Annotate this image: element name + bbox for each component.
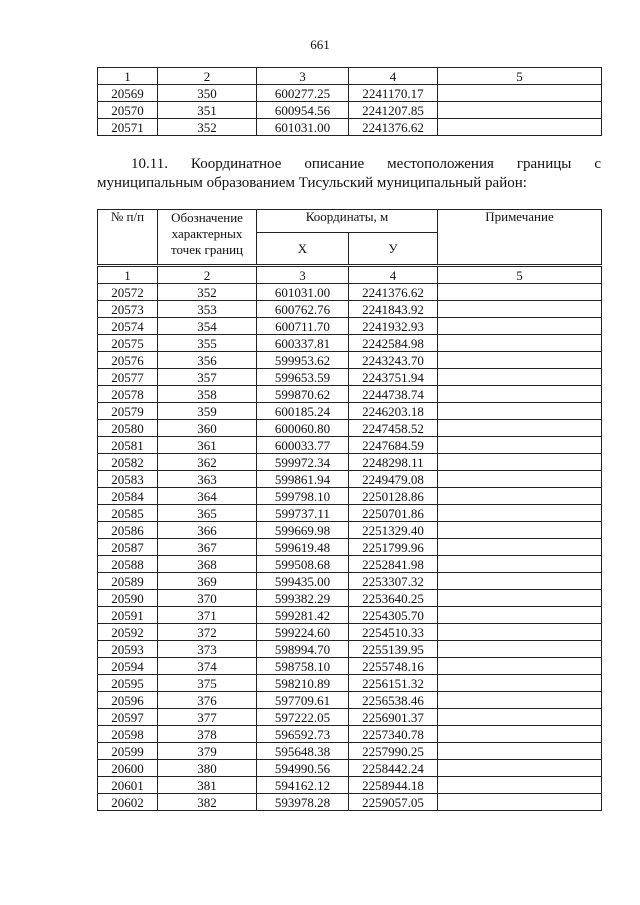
continuation-table	[97, 67, 602, 136]
boundary-point: 371	[158, 607, 257, 624]
note-cell	[438, 590, 602, 607]
coordinate-y: 2250701.86	[349, 505, 438, 522]
coordinate-x: 596592.73	[257, 726, 349, 743]
table-row	[98, 505, 602, 522]
column-number: 4	[349, 68, 438, 85]
coordinate-x: 599870.62	[257, 386, 349, 403]
coordinate-y: 2253307.32	[349, 573, 438, 590]
header-y: У	[349, 233, 438, 266]
table-row	[98, 590, 602, 607]
continuation-table-body	[98, 68, 602, 136]
header-designation: Обозначение характерных точек границ	[158, 210, 257, 266]
boundary-point: 356	[158, 352, 257, 369]
point-number: 20587	[98, 539, 158, 556]
coordinate-y: 2241843.92	[349, 301, 438, 318]
table-row	[98, 675, 602, 692]
coordinate-x: 600185.24	[257, 403, 349, 420]
boundary-point: 355	[158, 335, 257, 352]
point-number: 20598	[98, 726, 158, 743]
point-number: 20600	[98, 760, 158, 777]
note-cell	[438, 420, 602, 437]
header-x: Х	[257, 233, 349, 266]
table-row	[98, 726, 602, 743]
point-number: 20578	[98, 386, 158, 403]
note-cell	[438, 488, 602, 505]
boundary-point: 352	[158, 284, 257, 301]
coordinate-y: 2257340.78	[349, 726, 438, 743]
note-cell	[438, 607, 602, 624]
point-number: 20570	[98, 102, 158, 119]
table-row	[98, 522, 602, 539]
coordinate-x: 599798.10	[257, 488, 349, 505]
coordinate-y: 2241170.17	[349, 85, 438, 102]
note-cell	[438, 437, 602, 454]
note-cell	[438, 505, 602, 522]
coordinate-x: 599953.62	[257, 352, 349, 369]
point-number: 20573	[98, 301, 158, 318]
coordinate-y: 2250128.86	[349, 488, 438, 505]
table-row	[98, 794, 602, 811]
column-number: 4	[349, 266, 438, 284]
table-row	[98, 539, 602, 556]
coordinate-y: 2249479.08	[349, 471, 438, 488]
coordinate-x: 599281.42	[257, 607, 349, 624]
paragraph-line-1: 10.11. Координатное описание местоположения границы с	[131, 156, 601, 172]
coordinate-x: 599382.29	[257, 590, 349, 607]
table-row	[98, 624, 602, 641]
note-cell	[438, 386, 602, 403]
coordinate-x: 601031.00	[257, 119, 349, 136]
table-row	[98, 318, 602, 335]
coordinate-x: 599619.48	[257, 539, 349, 556]
boundary-point: 362	[158, 454, 257, 471]
coordinate-y: 2243751.94	[349, 369, 438, 386]
coordinate-x: 600060.80	[257, 420, 349, 437]
point-number: 20589	[98, 573, 158, 590]
boundary-point: 373	[158, 641, 257, 658]
note-cell	[438, 624, 602, 641]
boundary-point: 367	[158, 539, 257, 556]
note-cell	[438, 709, 602, 726]
table-row	[98, 471, 602, 488]
coordinate-y: 2244738.74	[349, 386, 438, 403]
point-number: 20585	[98, 505, 158, 522]
table-row	[98, 692, 602, 709]
point-number: 20595	[98, 675, 158, 692]
coordinate-y: 2255139.95	[349, 641, 438, 658]
point-number: 20574	[98, 318, 158, 335]
note-cell	[438, 692, 602, 709]
point-number: 20575	[98, 335, 158, 352]
table-row	[98, 102, 602, 119]
coordinate-x: 600762.76	[257, 301, 349, 318]
point-number: 20599	[98, 743, 158, 760]
point-number: 20571	[98, 119, 158, 136]
boundary-point: 351	[158, 102, 257, 119]
coordinate-y: 2256538.46	[349, 692, 438, 709]
coordinate-x: 597222.05	[257, 709, 349, 726]
point-number: 20591	[98, 607, 158, 624]
boundary-point: 352	[158, 119, 257, 136]
column-number: 2	[158, 266, 257, 284]
coordinate-y: 2258944.18	[349, 777, 438, 794]
coordinate-y: 2251329.40	[349, 522, 438, 539]
boundary-point: 357	[158, 369, 257, 386]
coordinate-x: 598994.70	[257, 641, 349, 658]
note-cell	[438, 301, 602, 318]
coordinate-y: 2248298.11	[349, 454, 438, 471]
point-number: 20583	[98, 471, 158, 488]
note-cell	[438, 556, 602, 573]
note-cell	[438, 284, 602, 301]
boundary-point: 379	[158, 743, 257, 760]
column-number: 3	[257, 68, 349, 85]
column-number-row	[98, 68, 602, 85]
boundary-point: 354	[158, 318, 257, 335]
coordinate-y: 2254305.70	[349, 607, 438, 624]
coordinate-y: 2246203.18	[349, 403, 438, 420]
point-number: 20588	[98, 556, 158, 573]
note-cell	[438, 743, 602, 760]
point-number: 20576	[98, 352, 158, 369]
point-number: 20581	[98, 437, 158, 454]
coordinate-x: 599435.00	[257, 573, 349, 590]
coordinate-x: 600711.70	[257, 318, 349, 335]
paragraph-line-2: муниципальным образованием Тисульский муниципальный район:	[97, 175, 527, 191]
column-number: 1	[98, 68, 158, 85]
column-number: 5	[438, 68, 602, 85]
boundary-point: 380	[158, 760, 257, 777]
note-cell	[438, 777, 602, 794]
boundary-point: 377	[158, 709, 257, 726]
note-cell	[438, 318, 602, 335]
note-cell	[438, 85, 602, 102]
note-cell	[438, 369, 602, 386]
boundary-point: 364	[158, 488, 257, 505]
header-number: № п/п	[98, 210, 158, 266]
boundary-point: 358	[158, 386, 257, 403]
coordinate-x: 600277.25	[257, 85, 349, 102]
note-cell	[438, 573, 602, 590]
coordinate-x: 594990.56	[257, 760, 349, 777]
boundary-point: 369	[158, 573, 257, 590]
point-number: 20592	[98, 624, 158, 641]
boundary-point: 365	[158, 505, 257, 522]
coordinate-x: 599653.59	[257, 369, 349, 386]
note-cell	[438, 675, 602, 692]
coordinate-y: 2255748.16	[349, 658, 438, 675]
note-cell	[438, 119, 602, 136]
coordinate-y: 2241932.93	[349, 318, 438, 335]
section-paragraph	[97, 155, 601, 193]
boundary-point: 382	[158, 794, 257, 811]
point-number: 20584	[98, 488, 158, 505]
coordinate-y: 2242584.98	[349, 335, 438, 352]
boundary-point: 370	[158, 590, 257, 607]
coordinate-x: 597709.61	[257, 692, 349, 709]
coordinate-y: 2258442.24	[349, 760, 438, 777]
header-coordinates: Координаты, м	[257, 210, 438, 233]
table-row	[98, 335, 602, 352]
coordinate-x: 599508.68	[257, 556, 349, 573]
note-cell	[438, 403, 602, 420]
note-cell	[438, 794, 602, 811]
point-number: 20582	[98, 454, 158, 471]
table-row	[98, 301, 602, 318]
coordinate-y: 2241376.62	[349, 119, 438, 136]
point-number: 20586	[98, 522, 158, 539]
point-number: 20580	[98, 420, 158, 437]
boundary-point: 375	[158, 675, 257, 692]
boundary-point: 374	[158, 658, 257, 675]
coordinates-table-body	[98, 266, 602, 811]
coordinate-x: 599861.94	[257, 471, 349, 488]
page-number: 661	[310, 37, 330, 52]
point-number: 20601	[98, 777, 158, 794]
coordinate-x: 600337.81	[257, 335, 349, 352]
point-number: 20577	[98, 369, 158, 386]
table-row	[98, 85, 602, 102]
coordinate-y: 2256901.37	[349, 709, 438, 726]
point-number: 20579	[98, 403, 158, 420]
note-cell	[438, 658, 602, 675]
table-row	[98, 403, 602, 420]
table-row	[98, 556, 602, 573]
coordinate-x: 593978.28	[257, 794, 349, 811]
coordinate-x: 599972.34	[257, 454, 349, 471]
coordinate-x: 598758.10	[257, 658, 349, 675]
point-number: 20594	[98, 658, 158, 675]
coordinate-y: 2247684.59	[349, 437, 438, 454]
coordinate-y: 2259057.05	[349, 794, 438, 811]
table-row	[98, 119, 602, 136]
boundary-point: 363	[158, 471, 257, 488]
table-row	[98, 420, 602, 437]
table-row	[98, 607, 602, 624]
coordinate-x: 601031.00	[257, 284, 349, 301]
coordinate-y: 2243243.70	[349, 352, 438, 369]
note-cell	[438, 454, 602, 471]
note-cell	[438, 335, 602, 352]
note-cell	[438, 352, 602, 369]
note-cell	[438, 471, 602, 488]
table-row	[98, 454, 602, 471]
table-row	[98, 658, 602, 675]
coordinate-y: 2253640.25	[349, 590, 438, 607]
column-number: 2	[158, 68, 257, 85]
boundary-point: 350	[158, 85, 257, 102]
boundary-point: 361	[158, 437, 257, 454]
coordinate-x: 599669.98	[257, 522, 349, 539]
point-number: 20572	[98, 284, 158, 301]
coordinate-x: 599737.11	[257, 505, 349, 522]
table-row	[98, 437, 602, 454]
note-cell	[438, 641, 602, 658]
boundary-point: 378	[158, 726, 257, 743]
coordinate-x: 595648.38	[257, 743, 349, 760]
boundary-point: 376	[158, 692, 257, 709]
boundary-point: 368	[158, 556, 257, 573]
coordinate-y: 2254510.33	[349, 624, 438, 641]
table-row	[98, 386, 602, 403]
table-row	[98, 284, 602, 301]
coordinate-y: 2252841.98	[349, 556, 438, 573]
point-number: 20590	[98, 590, 158, 607]
column-number: 3	[257, 266, 349, 284]
column-number-row	[98, 266, 602, 284]
point-number: 20602	[98, 794, 158, 811]
coordinate-y: 2247458.52	[349, 420, 438, 437]
note-cell	[438, 522, 602, 539]
column-number: 1	[98, 266, 158, 284]
note-cell	[438, 539, 602, 556]
point-number: 20569	[98, 85, 158, 102]
note-cell	[438, 760, 602, 777]
coordinates-table	[97, 209, 602, 811]
table-row	[98, 709, 602, 726]
table-row	[98, 760, 602, 777]
coordinate-x: 598210.89	[257, 675, 349, 692]
point-number: 20593	[98, 641, 158, 658]
table-row	[98, 743, 602, 760]
note-cell	[438, 726, 602, 743]
boundary-point: 381	[158, 777, 257, 794]
coordinate-x: 600033.77	[257, 437, 349, 454]
coordinate-x: 594162.12	[257, 777, 349, 794]
coordinate-y: 2241376.62	[349, 284, 438, 301]
coordinate-x: 599224.60	[257, 624, 349, 641]
table-row	[98, 488, 602, 505]
coordinate-x: 600954.56	[257, 102, 349, 119]
column-number: 5	[438, 266, 602, 284]
table-row	[98, 777, 602, 794]
note-cell	[438, 102, 602, 119]
coordinate-y: 2251799.96	[349, 539, 438, 556]
point-number: 20596	[98, 692, 158, 709]
boundary-point: 359	[158, 403, 257, 420]
coordinate-y: 2257990.25	[349, 743, 438, 760]
boundary-point: 353	[158, 301, 257, 318]
table-row	[98, 352, 602, 369]
table-row	[98, 573, 602, 590]
header-note: Примечание	[438, 210, 602, 266]
point-number: 20597	[98, 709, 158, 726]
boundary-point: 366	[158, 522, 257, 539]
coordinate-y: 2256151.32	[349, 675, 438, 692]
coordinate-y: 2241207.85	[349, 102, 438, 119]
boundary-point: 360	[158, 420, 257, 437]
table-row	[98, 641, 602, 658]
coordinates-table-header	[98, 210, 602, 266]
boundary-point: 372	[158, 624, 257, 641]
table-row	[98, 369, 602, 386]
